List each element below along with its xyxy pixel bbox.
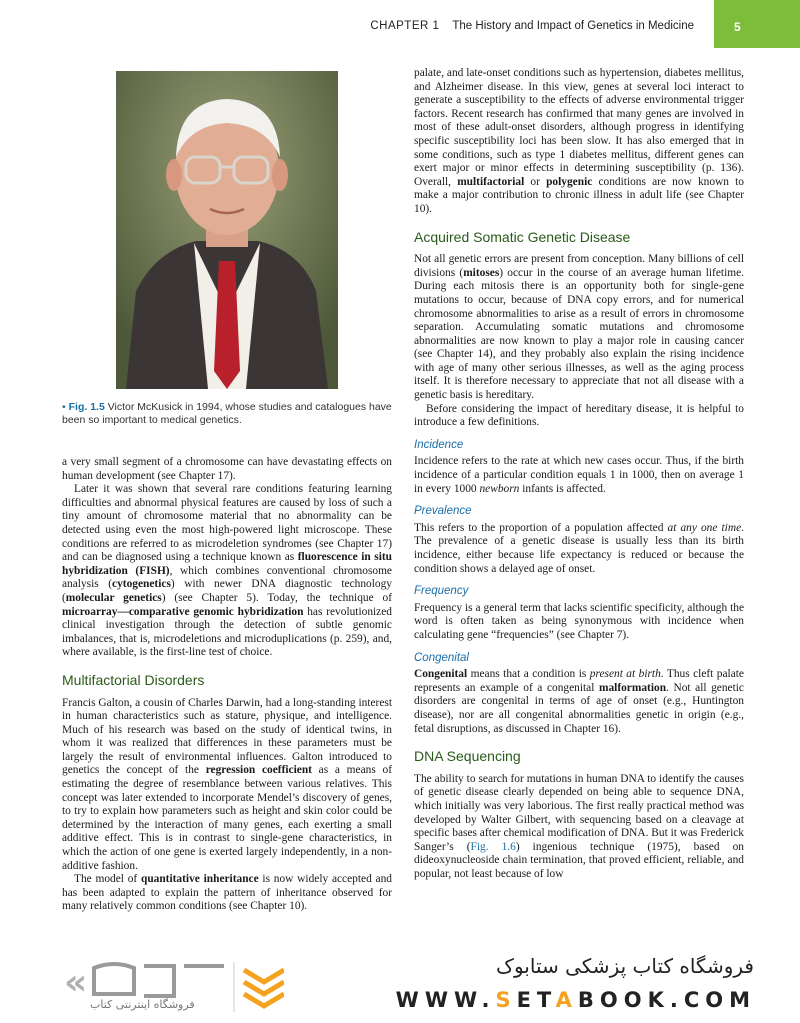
paragraph: Frequency is a general term that lacks scientific specificity, although the word is often taken as being synonymous with incidence when calculating gene “frequencies” (see Chapter 7).	[414, 601, 744, 641]
portrait-photo	[116, 71, 338, 389]
term-multifactorial: multifactorial	[457, 175, 525, 188]
logo-subtitle: فروشگاه اینترنتی کتاب	[90, 998, 195, 1011]
term-polygenic: polygenic	[546, 175, 593, 188]
term-regression-coefficient: regression coefficient	[205, 764, 312, 777]
paragraph: a very small segment of a chromosome can have devastating effects on human development (see Chapter 17).	[62, 456, 392, 482]
figure-link[interactable]: Fig. 1.6	[470, 840, 516, 853]
store-title: فروشگاه کتاب پزشکی ستابوک	[496, 954, 754, 978]
paragraph: The model of quantitative inheritance is now widely accepted and has been adapted to explain the pattern of inheritance observed for many relatively common conditions (see Chapter 10).	[62, 873, 392, 913]
page-number: 5	[714, 0, 800, 48]
chapter-label: CHAPTER 1	[370, 20, 440, 32]
figure-label: Fig. 1.5	[68, 401, 105, 413]
store-url[interactable]: WWW.SETABOOK.COM	[395, 988, 756, 1012]
subheading-incidence: Incidence	[414, 438, 464, 451]
figure-caption	[62, 401, 392, 427]
subheading-frequency: Frequency	[414, 585, 469, 598]
paragraph: This refers to the proportion of a population affected at any one time. The prevalence of a genetic disease is usually less than its birth incidence, either because life expectancy is reduced or because the condition shows a delayed age of onset.	[414, 521, 744, 575]
svg-text:«: «	[64, 962, 88, 1003]
term-quantitative-inheritance: quantitative inheritance	[140, 873, 259, 886]
portrait-illustration	[116, 71, 338, 389]
term-cytogenetics: cytogenetics	[112, 578, 171, 591]
section-heading-acquired: Acquired Somatic Genetic Disease	[414, 228, 631, 245]
left-column	[62, 456, 392, 914]
term-molecular-genetics: molecular genetics	[65, 591, 162, 604]
page-header	[0, 0, 800, 48]
right-column	[414, 67, 744, 881]
caption-text: Victor McKusick in 1994, whose studies and catalogues have been so important to medical genetics.	[62, 401, 392, 426]
section-heading-multifactorial: Multifactorial Disorders	[62, 671, 205, 688]
subheading-prevalence: Prevalence	[414, 505, 472, 518]
section-heading-dna-sequencing: DNA Sequencing	[414, 748, 521, 765]
paragraph: Congenital means that a condition is present at birth. Thus cleft palate represents an example of a congenital malformation. Not all genetic disorders are congenital in terms of age of onset (e.g., Huntington disease), nor are all congenital abnormalities genetic in origin (e.g., fetal disruptions, as discussed in Chapter 16).	[414, 668, 744, 735]
paragraph: Not all genetic errors are present from conception. Many billions of cell divisions (mitoses) occur in the course of an average human lifetime. During each mitosis there is an opportunity both for single-gene mutations to occur, because of DNA copy errors, and for numerical chromosome abnormalities to arise as a result of errors in chromosome separation. Accumulating somatic mutations and chromosome abnormalities are now known to play a major role in causing cancer (see Chapter 14), and they probably also explain the rising incidence with age of many other serious illnesses, as well as the aging process itself. It is therefore necessary to appreciate that not all disease with a genetic basis is hereditary.	[414, 253, 744, 402]
paragraph: Francis Galton, a cousin of Charles Darwin, had a long-standing interest in human characteristics such as stature, physique, and intelligence. Much of his research was based on the study of identical twins, in whom it was realized that differences in these parameters must be largely the result of environmental influences. Galton introduced to genetics the concept of the regression coefficient as a means of estimating the degree of resemblance between various relatives. This concept was later extended to incorporate Mendel’s discovery of genes, to try to explain how parameters such as height and skin color could be determined by the interaction of many genes, each exerting a small additive effect. This is in contrast to single-gene characteristics, in which the action of one gene is exerted largely independently, in a non-additive fashion.	[62, 696, 392, 872]
store-footer	[0, 942, 800, 1023]
term-mitoses: mitoses	[463, 266, 500, 279]
paragraph: Incidence refers to the rate at which new cases occur. Thus, if the birth incidence of a particular condition equals 1 in 1000, then on average 1 in every 1000 newborn infants is affected.	[414, 455, 744, 495]
paragraph: Later it was shown that several rare conditions featuring learning difficulties and abnormal physical features are caused by loss of such a tiny amount of chromosome material that no abnormality can be detected using even the most high-powered light microscope. These conditions are referred to as microdeletion syndromes (see Chapter 17) and can be diagnosed using a technique known as fluorescence in situ hybridization (FISH), which combines conventional chromosome analysis (cytogenetics) with newer DNA diagnostic technology (molecular genetics) (see Chapter 5). Today, the technique of microarray—comparative genomic hybridization has revolutionized clinical investigation through the detection of subtle genomic imbalances, that is, microdeletions and microduplications (p. 259), and, where available, is the first-line test of choice.	[62, 483, 392, 659]
paragraph: palate, and late-onset conditions such as hypertension, diabetes mellitus, and Alzheimer disease. In this view, genes at several loci interact to generate a susceptibility to the effects of adverse environmental trigger factors. Recent research has confirmed that many genes are involved in most of these adult-onset disorders, although progress in identifying specific susceptibility loci has been slow. It has also emerged that in some conditions, such as type 1 diabetes mellitus, different genes can exert major or minor effects in determining susceptibility (p. 136). Overall, multifactorial or polygenic conditions are now known to make a major contribution to chronic illness in adult life (see Chapter 10).	[414, 67, 745, 215]
term-fish: fluorescence in situ hybridization (FISH)	[62, 551, 392, 577]
paragraph: The ability to search for mutations in human DNA to identify the causes of genetic disease clearly depended on being able to sequence DNA, which initially was very laborious. The first really practical method was developed by Walter Gilbert, with sequencing based on a cleavage at specific bases after chemical modification of DNA. But it was Frederick Sanger’s (Fig. 1.6) ingenious technique (1975), based on dideoxynucleoside chain termination, that proved efficient, reliable, and popular, not least because of low	[414, 772, 744, 880]
running-head	[370, 20, 694, 32]
subheading-congenital: Congenital	[414, 651, 469, 664]
chapter-title: The History and Impact of Genetics in Medicine	[452, 20, 694, 32]
paragraph: Before considering the impact of hereditary disease, it is helpful to introduce a few definitions.	[414, 402, 744, 429]
term-microarray: microarray—comparative genomic hybridization	[62, 605, 304, 618]
caption-bullet: •	[62, 401, 66, 413]
